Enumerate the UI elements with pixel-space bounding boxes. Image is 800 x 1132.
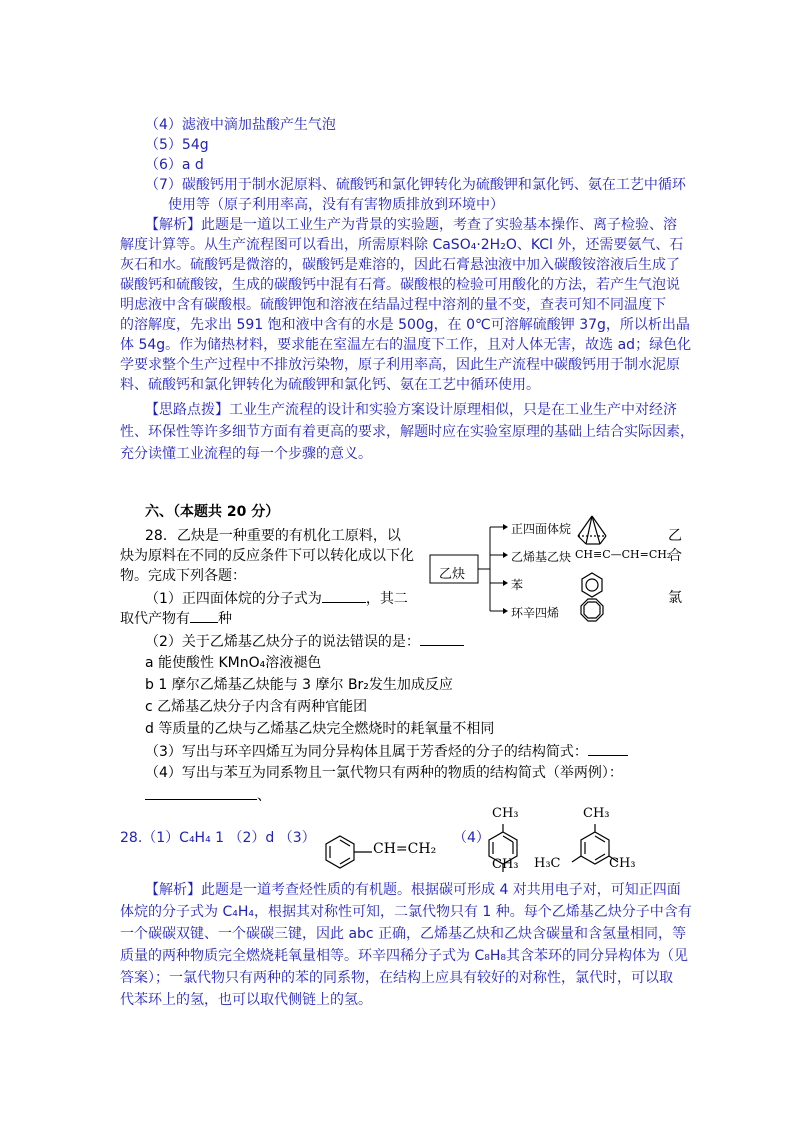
analysis1-line: 明虑液中含有碳酸根。硫酸钾饱和溶液在结晶过程中溶剂的量不变，查表可知不同温度下 xyxy=(120,297,666,313)
q28-sub2-text: （2）关于乙烯基乙炔分子的说法错误的是： xyxy=(145,634,420,650)
arrow-head xyxy=(503,580,508,586)
q28-sub1-line1 xyxy=(145,588,408,609)
section-title: 六、（本题共 20 分） xyxy=(145,504,280,520)
answer-4: （4）滤液中滴加盐酸产生气泡 xyxy=(145,117,336,133)
answer28-prefix: 28.（1）C₄H₄ 1 （2）d （3） xyxy=(120,830,316,846)
ch3-label: CH₃ xyxy=(492,806,519,821)
analysis1-line: 灰石和水。硫酸钙是微溶的，碳酸钙是难溶的，因此石膏悬浊液中加入碳酸铵溶液后生成了 xyxy=(120,257,680,273)
analysis2-line: 代苯环上的氢，也可以取代侧链上的氢。 xyxy=(120,992,372,1008)
q28-sub1-text-d: 种 xyxy=(218,611,232,627)
answer28-part4: （4） xyxy=(453,830,490,846)
q28-sub4: （4）写出与苯互为同系物且一氯代物只有两种的物质的结构简式（举两例）： xyxy=(145,765,623,781)
tips-line: 【思路点拨】工业生产流程的设计和实验方案设计原理相似，只是在工业生产中对经济 xyxy=(145,402,677,418)
analysis2-line: 答案）；一氯代物只有两种的苯的同系物，在结构上应具有较好的对称性，氯代时，可以取 xyxy=(120,970,673,986)
answer-5: （5）54g xyxy=(145,137,209,153)
arrow-head xyxy=(503,608,508,614)
q28-sub4-sep: 、 xyxy=(257,788,271,804)
arrow-head xyxy=(503,524,508,530)
answer-blank[interactable] xyxy=(145,785,257,800)
analysis1-line: 学要求整个生产过程中不排放污染物，原子利用率高，因此生产流程中碳酸钙用于制水泥原 xyxy=(120,357,680,373)
product-label-vinylacetylene: 乙烯基乙炔 xyxy=(511,550,572,564)
analysis1-line: 体 54g。作为储热材料，要求能在室温左右的温度下工作，且对人体无害，故选 ad；绿色化 xyxy=(120,337,692,353)
q28-intro-3: 物。完成下列各题： xyxy=(120,568,246,584)
tips-line: 性、环保性等许多细节方面有着更高的要求，解题时应在实验室原理的基础上结合实际因素， xyxy=(120,424,694,440)
tips-line: 充分读懂工业流程的每一个步骤的意义。 xyxy=(120,446,372,462)
q28-option-c: c 乙烯基乙炔分子内含有两种官能团 xyxy=(145,699,368,715)
styrene-chain-label: CH=CH₂ xyxy=(373,841,437,857)
q28-sub2 xyxy=(145,631,464,652)
ch3-label: CH₃ xyxy=(583,806,610,821)
q28-sub3 xyxy=(145,741,628,762)
answer-blank[interactable] xyxy=(420,631,464,646)
analysis1-line: 【解析】此题是一道以工业生产为背景的实验题，考查了实验基本操作、离子检验、溶 xyxy=(145,217,677,233)
analysis1-line: 解度计算等。从生产流程图可以看出，所需原料除 CaSO₄·2H₂O、KCl 外，还需要氨气、石 xyxy=(120,237,684,253)
answer-6: （6）a d xyxy=(145,157,204,173)
q28-option-b: b 1 摩尔乙烯基乙炔能与 3 摩尔 Br₂发生加成反应 xyxy=(145,677,453,693)
q28-option-a: a 能使酸性 KMnO₄溶液褪色 xyxy=(145,655,322,671)
analysis1-line: 的溶解度，先求出 591 饱和液中含有的水是 500g，在 0℃可溶解硫酸钾 37g，所以析出晶 xyxy=(120,317,690,333)
vinylacetylene-formula: CH≡C—CH=CH₂ xyxy=(575,548,672,561)
analysis1-line: 料、硫酸钙和氯化钾转化为硫酸钾和氯化钙、氨在工艺中循环使用。 xyxy=(120,377,540,393)
product-label-cyclooctatetraene: 环辛四烯 xyxy=(511,606,560,620)
ch3-label: CH₃ xyxy=(609,856,636,871)
q28-sub1-text-c: 取代产物有 xyxy=(120,611,190,627)
analysis2-line: 一个碳碳双键、一个碳碳三键，因此 abc 正确，乙烯基乙炔和乙炔含碳量和含氢量相同，等 xyxy=(120,926,687,942)
q28-sub4-answer-line xyxy=(145,785,271,806)
q28-sub1-text-b: ，其二 xyxy=(365,591,408,607)
h3c-label: H₃C xyxy=(534,856,561,871)
arrow-head xyxy=(503,552,508,558)
product-label-tetrahedrane: 正四面体烷 xyxy=(511,522,572,536)
q28-sub1-line2 xyxy=(120,608,232,629)
cyclooctatetraene-structure xyxy=(581,599,603,621)
q28-side-1: 乙 xyxy=(668,528,682,544)
q28-side-2: 合 xyxy=(668,548,682,564)
analysis2-line: 体烷的分子式为 C₄H₄，根据其对称性可知，二氯代物只有 1 种。每个乙烯基乙炔分子中含有 xyxy=(120,904,692,920)
q28-side-3: 氯 xyxy=(668,590,682,606)
ch3-label: CH₃ xyxy=(492,857,519,872)
answer-blank[interactable] xyxy=(588,741,628,756)
answer-7-line2: 使用等（原子利用率高，没有有害物质排放到环境中） xyxy=(168,197,504,213)
q28-intro-1: 28．乙炔是一种重要的有机化工原料，以 xyxy=(145,528,401,544)
answer-blank[interactable] xyxy=(322,588,366,603)
product-label-benzene: 苯 xyxy=(511,578,524,592)
analysis2-line: 【解析】此题是一道考查烃性质的有机题。根据碳可形成 4 对共用电子对，可知正四面 xyxy=(145,882,681,898)
tetrahedrane-structure xyxy=(578,516,606,544)
q28-sub1-text: （1）正四面体烷的分子式为 xyxy=(145,591,322,607)
analysis2-line: 质量的两种物质完全燃烧耗氧量相等。环辛四稀分子式为 C₈H₈其含苯环的同分异构体为（见 xyxy=(120,948,688,964)
q28-sub3-text: （3）写出与环辛四烯互为同分异构体且属于芳香烃的分子的结构简式： xyxy=(145,744,588,760)
q28-option-d: d 等质量的乙炔与乙烯基乙炔完全燃烧时的耗氧量不相同 xyxy=(145,721,495,737)
benzene-structure xyxy=(582,573,602,597)
answer-blank[interactable] xyxy=(190,608,218,623)
acetylene-label: 乙炔 xyxy=(439,567,466,582)
analysis1-line: 碳酸钙和硫酸铵，生成的碳酸钙中混有石膏。碳酸根的检验可用酸化的方法，若产生气泡说 xyxy=(120,277,680,293)
answer-7-line1: （7）碳酸钙用于制水泥原料、硫酸钙和氯化钾转化为硫酸钾和氯化钙、氨在工艺中循环 xyxy=(145,177,686,193)
q28-intro-2: 炔为原料在不同的反应条件下可以转化成以下化 xyxy=(120,548,414,564)
